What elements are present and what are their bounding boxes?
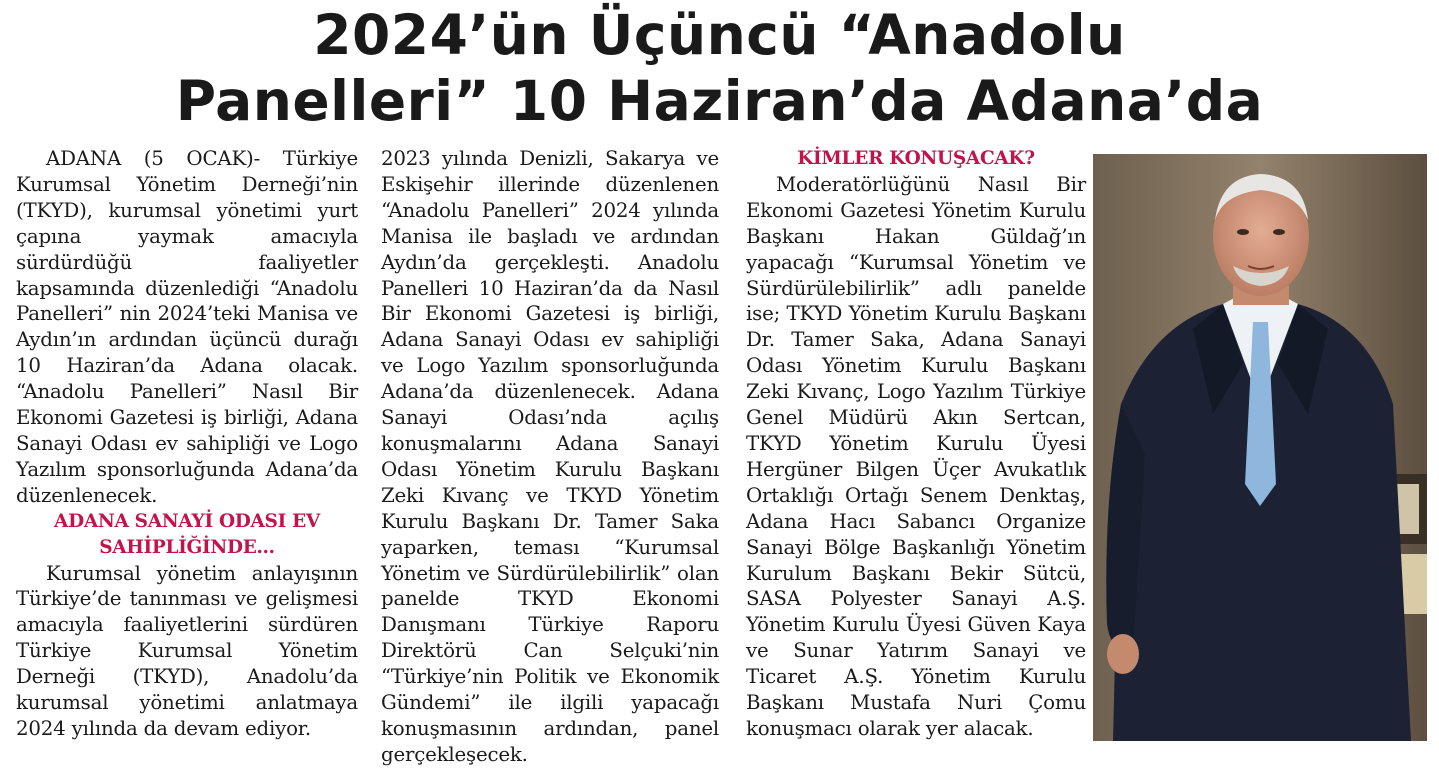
body-paragraph: 2023 yılında Denizli, Sakarya ve Eskişehir illerinde düzenlenen “Anadolu Panelleri” 2024 yılında Manisa ile başladı ve ardından Aydın’da gerçekleşti. Anadolu Panelleri 10 Haziran’da da Nasıl Bir Ekonomi Gazetesi iş birliği, Adana Sanayi Odası ev sahipliği ve Logo Yazılım sponsorluğunda Adana’da düzenlenecek. Adana Sanayi Odası’nda açılış konuşmalarını Adana Sanayi Odası Yönetim Kurulu Başkanı Zeki Kıvanç ve TKYD Yönetim Kurulu Başkanı Dr. Tamer Saka yaparken, teması “Kurumsal Yönetim ve Sürdürülebilirlik” olan panelde TKYD Ekonomi Danışmanı Türkiye Raporu Direktörü Can Selçuki’nin “Türkiye’nin Politik ve Ekonomik Gündemi” ile ilgili yapacağı konuşmasının ardından, panel gerçekleşecek.: [381, 147, 719, 766]
subhead-line-1: ADANA SANAYİ ODASI EV: [54, 510, 320, 532]
portrait-illustration: [1093, 154, 1427, 741]
headline-line-2: Panelleri” 10 Haziran’da Adana’da: [175, 69, 1264, 133]
body-paragraph: Moderatörlüğünü Nasıl Bir Ekonomi Gazetesi Yönetim Kurulu Başkanı Hakan Güldağ’ın yapacağı “Kurumsal Yönetim ve Sürdürülebilirlik” adlı panelde ise; TKYD Yönetim Kurulu Başkanı Dr. Tamer Saka, Adana Sanayi Odası Yönetim Kurulu Başkanı Zeki Kıvanç, Logo Yazılım Türkiye Genel Müdürü Akın Sertcan, TKYD Yönetim Kurulu Üyesi Hergüner Bilgen Üçer Avukatlık Ortaklığı Ortağı Senem Denktaş, Adana Hacı Sabancı Organize Sanayi Bölge Başkanlığı Yönetim Kurulum Başkanı Bekir Sütcü, SASA Polyester Sanayi A.Ş. Yönetim Kurulu Üyesi Güven Kaya ve Sunar Yatırım Sanayi ve Ticaret A.Ş. Yönetim Kurulu Başkanı Mustafa Nuri Çomu konuşmacı olarak yer alacak.: [746, 172, 1086, 740]
article-column-3: [746, 146, 1086, 742]
subhead-adana-sanayi: [16, 509, 358, 561]
article-column-1: [16, 146, 358, 742]
headline: [0, 2, 1439, 134]
subhead-kimler-konusacak: KİMLER KONUŞACAK?: [797, 148, 1035, 169]
intro-paragraph: ADANA (5 OCAK)- Türkiye Kurumsal Yönetim Derneği’nin (TKYD), kurumsal yönetimi yurt çapına yaymak amacıyla sürdürdüğü faaliyetler kapsamında düzenlediği “Anadolu Panelleri” nin 2024’teki Manisa ve Aydın’ın ardından üçüncü durağı 10 Haziran’da Adana olacak. “Anadolu Panelleri” Nasıl Bir Ekonomi Gazetesi iş birliği, Adana Sanayi Odası ev sahipliği ve Logo Yazılım sponsorluğunda Adana’da düzenlenecek.: [16, 147, 358, 507]
subhead-line-2: SAHİPLİĞİNDE…: [99, 536, 275, 558]
article-column-2: [381, 146, 719, 768]
portrait-photo: [1093, 154, 1427, 741]
body-paragraph: Kurumsal yönetim anlayışının Türkiye’de tanınması ve gelişmesi amacıyla faaliyetlerini sürdüren Türkiye Kurumsal Yönetim Derneği (TKYD), Anadolu’da kurumsal yönetimi anlatmaya 2024 yılında da devam ediyor.: [16, 561, 358, 740]
headline-line-1: 2024’ün Üçüncü “Anadolu: [313, 3, 1126, 67]
